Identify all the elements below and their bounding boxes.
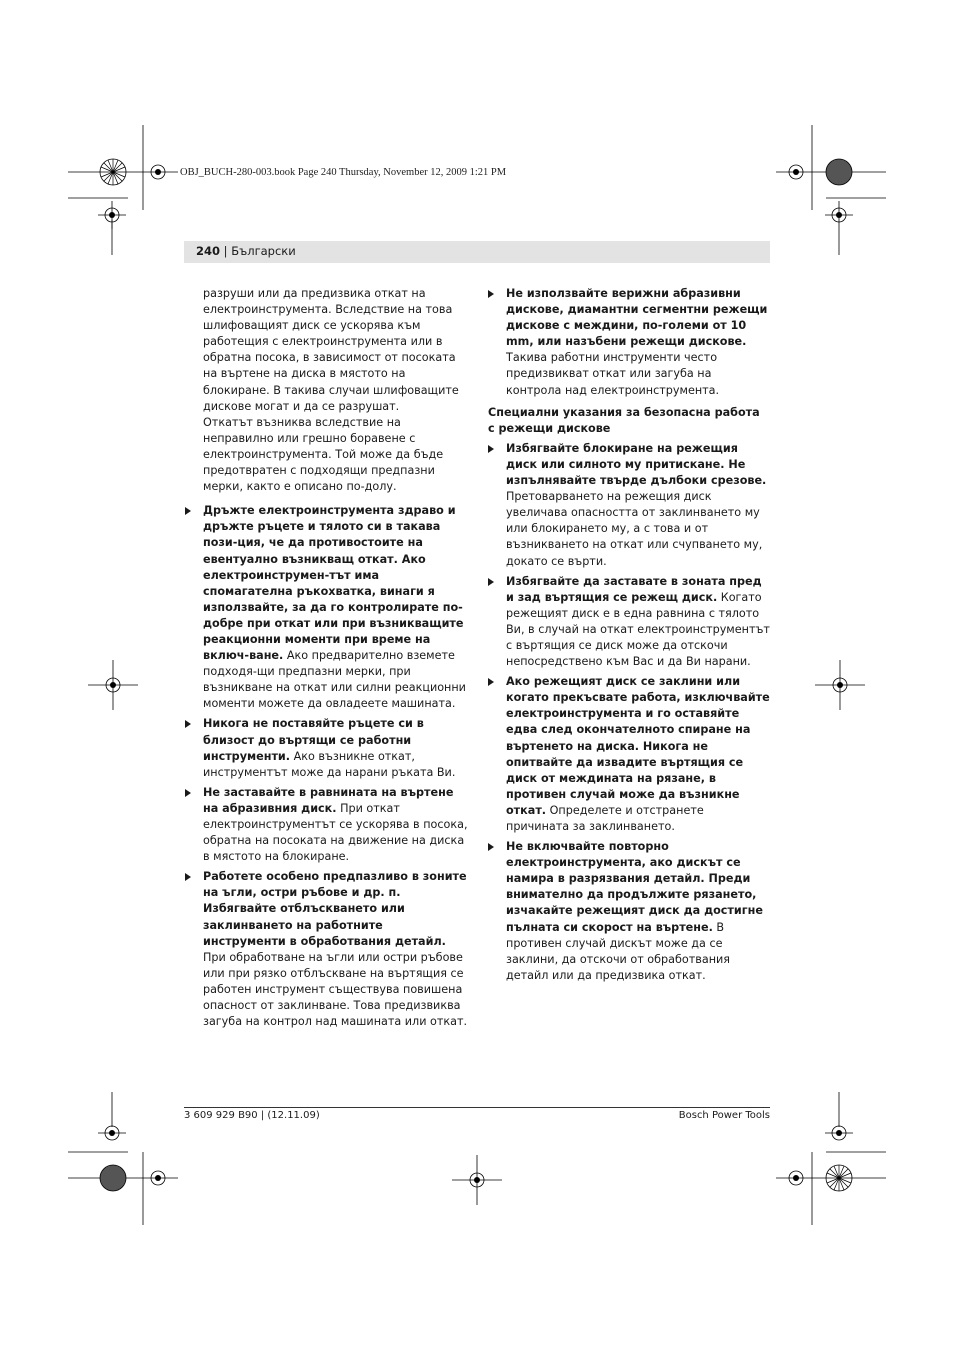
page-header [184, 241, 770, 263]
section-heading: Специални указания за безопасна работа с режещи дискове [488, 405, 760, 435]
header-separator: | [220, 244, 232, 258]
registration-mark-top-left-outer [68, 125, 178, 255]
bullet-arrow-icon [185, 507, 191, 515]
bullet-item: Никога не поставяйте ръцете си в близост до въртящи се работни инструменти. Ако възникне откат, инструментът може да нарани ръката Ви. [185, 716, 468, 780]
registration-mark-top-right-outer [776, 125, 886, 255]
intro-paragraph: разруши или да предизвика откат на електроинструмента. Вследствие на това шлифоващият диск се ускорява към работещия с електроинструмента или в обратна посока, в зависимост от посоката на въртене на диска в мястото на блокиране. В такива случаи шлифоващите дискове могат и да се разрушат. [203, 287, 459, 413]
bullet-arrow-icon [488, 843, 494, 851]
page-number: 240 [196, 244, 221, 258]
slug-line: OBJ_BUCH-280-003.book Page 240 Thursday, November 12, 2009 1:21 PM [180, 167, 507, 178]
bullet-arrow-icon [488, 678, 494, 686]
registration-mark-mid-right [815, 660, 865, 710]
bullet-item: Не включвайте повторно електроинструмента, ако дискът се намира в разрязвания детайл. Преди внимателно да продължите рязането, изчакайте режещият диск да достигне пълната си скорост на въртене. В противен случай дискът може да се заклини, да отскочи от обработвания детайл или да предизвика откат. [488, 839, 770, 984]
bullet-item: Работете особено предпазливо в зоните на ъгли, остри ръбове и др. п. Избягвайте отблъскването или заклинването на работните инструменти в обработвания детайл. При обработване на ъгли или остри ръбове или при рязко отблъскване на въртящия се работен инструмент съществува повишена опасност от заклинване. Това предизвиква загуба на контрол над машината или откат. [185, 869, 468, 1030]
bullet-arrow-icon [488, 578, 494, 586]
left-column [203, 286, 468, 1034]
registration-mark-bottom-left-outer [68, 1092, 178, 1225]
bullet-item: Избягвайте да заставате в зоната пред и зад въртящия се режещ диск. Когато режещият диск е в една равнина с тялото Ви, в случай на откат електроинструментът с въртящия се диск може да отскочи непосредствено към Вас и да Ви нарани. [488, 574, 770, 671]
bullet-arrow-icon [185, 720, 191, 728]
bullet-arrow-icon [488, 445, 494, 453]
bullet-arrow-icon [185, 873, 191, 881]
bullet-item: Дръжте електроинструмента здраво и дръжте ръцете и тялото си в такава пози-ция, че да противостоите на евентуално възникващ откат. Ако електроинструмен-тът има спомагателна ръкохватка, винаги я използвайте, за да го контролирате по-добре при откат или при възникващите реакционни моменти при време на включ-ване. Ако предварително вземете подходя-щи предпазни мерки, при възникване на откат или силни реакционни моменти можете да овладеете машината. [185, 503, 468, 712]
footer-brand: Bosch Power Tools [678, 1110, 770, 1121]
intro-paragraph: Откатът възниква вследствие на неправилно или грешно боравене с електроинструмента. Той може да бъде предотвратен с подходящи предпазни мерки, както е описано по-долу. [203, 415, 444, 494]
bullet-item: Ако режещият диск се заклини или когато прекъсвате работа, изключвайте електроинструмента и го оставяйте едва след окончателното спиране на въртенето на диска. Никога не опитвайте да извадите въртящия се диск от междината на рязане, в противен случай може да възникне откат. Определете и отстранете причината за заклинването. [488, 674, 770, 835]
right-column [488, 286, 770, 988]
bullet-item: Не използвайте верижни абразивни дискове, диамантни сегментни режещи дискове с междини, по-големи от 10 mm, или назъбени режещи дискове. Такива работни инструменти често предизвикват откат или загуба на контрола над електроинструмента. [488, 286, 770, 399]
registration-mark-mid-left [88, 660, 138, 710]
bullet-item: Избягвайте блокиране на режещия диск или силното му притискане. Не изпълнявайте твърде дълбоки срезове. Претоварването на режещия диск увеличава опасността от заклинването му или блокирането му, а с това и от възникването на откат или счупването му, докато се върти. [488, 441, 770, 570]
bullet-item: Не заставайте в равнината на въртене на абразивния диск. При откат електроинструментът се ускорява в посока, обратна на посоката на движение на диска в мястото на блокиране. [185, 785, 468, 865]
registration-mark-bottom-right-outer [776, 1092, 886, 1225]
footer-rule [184, 1107, 770, 1108]
header-language: Български [231, 244, 296, 258]
registration-mark-bottom-center [452, 1155, 502, 1205]
footer-doc-number: 3 609 929 B90 | (12.11.09) [184, 1110, 320, 1121]
bullet-arrow-icon [185, 789, 191, 797]
bullet-arrow-icon [488, 290, 494, 298]
